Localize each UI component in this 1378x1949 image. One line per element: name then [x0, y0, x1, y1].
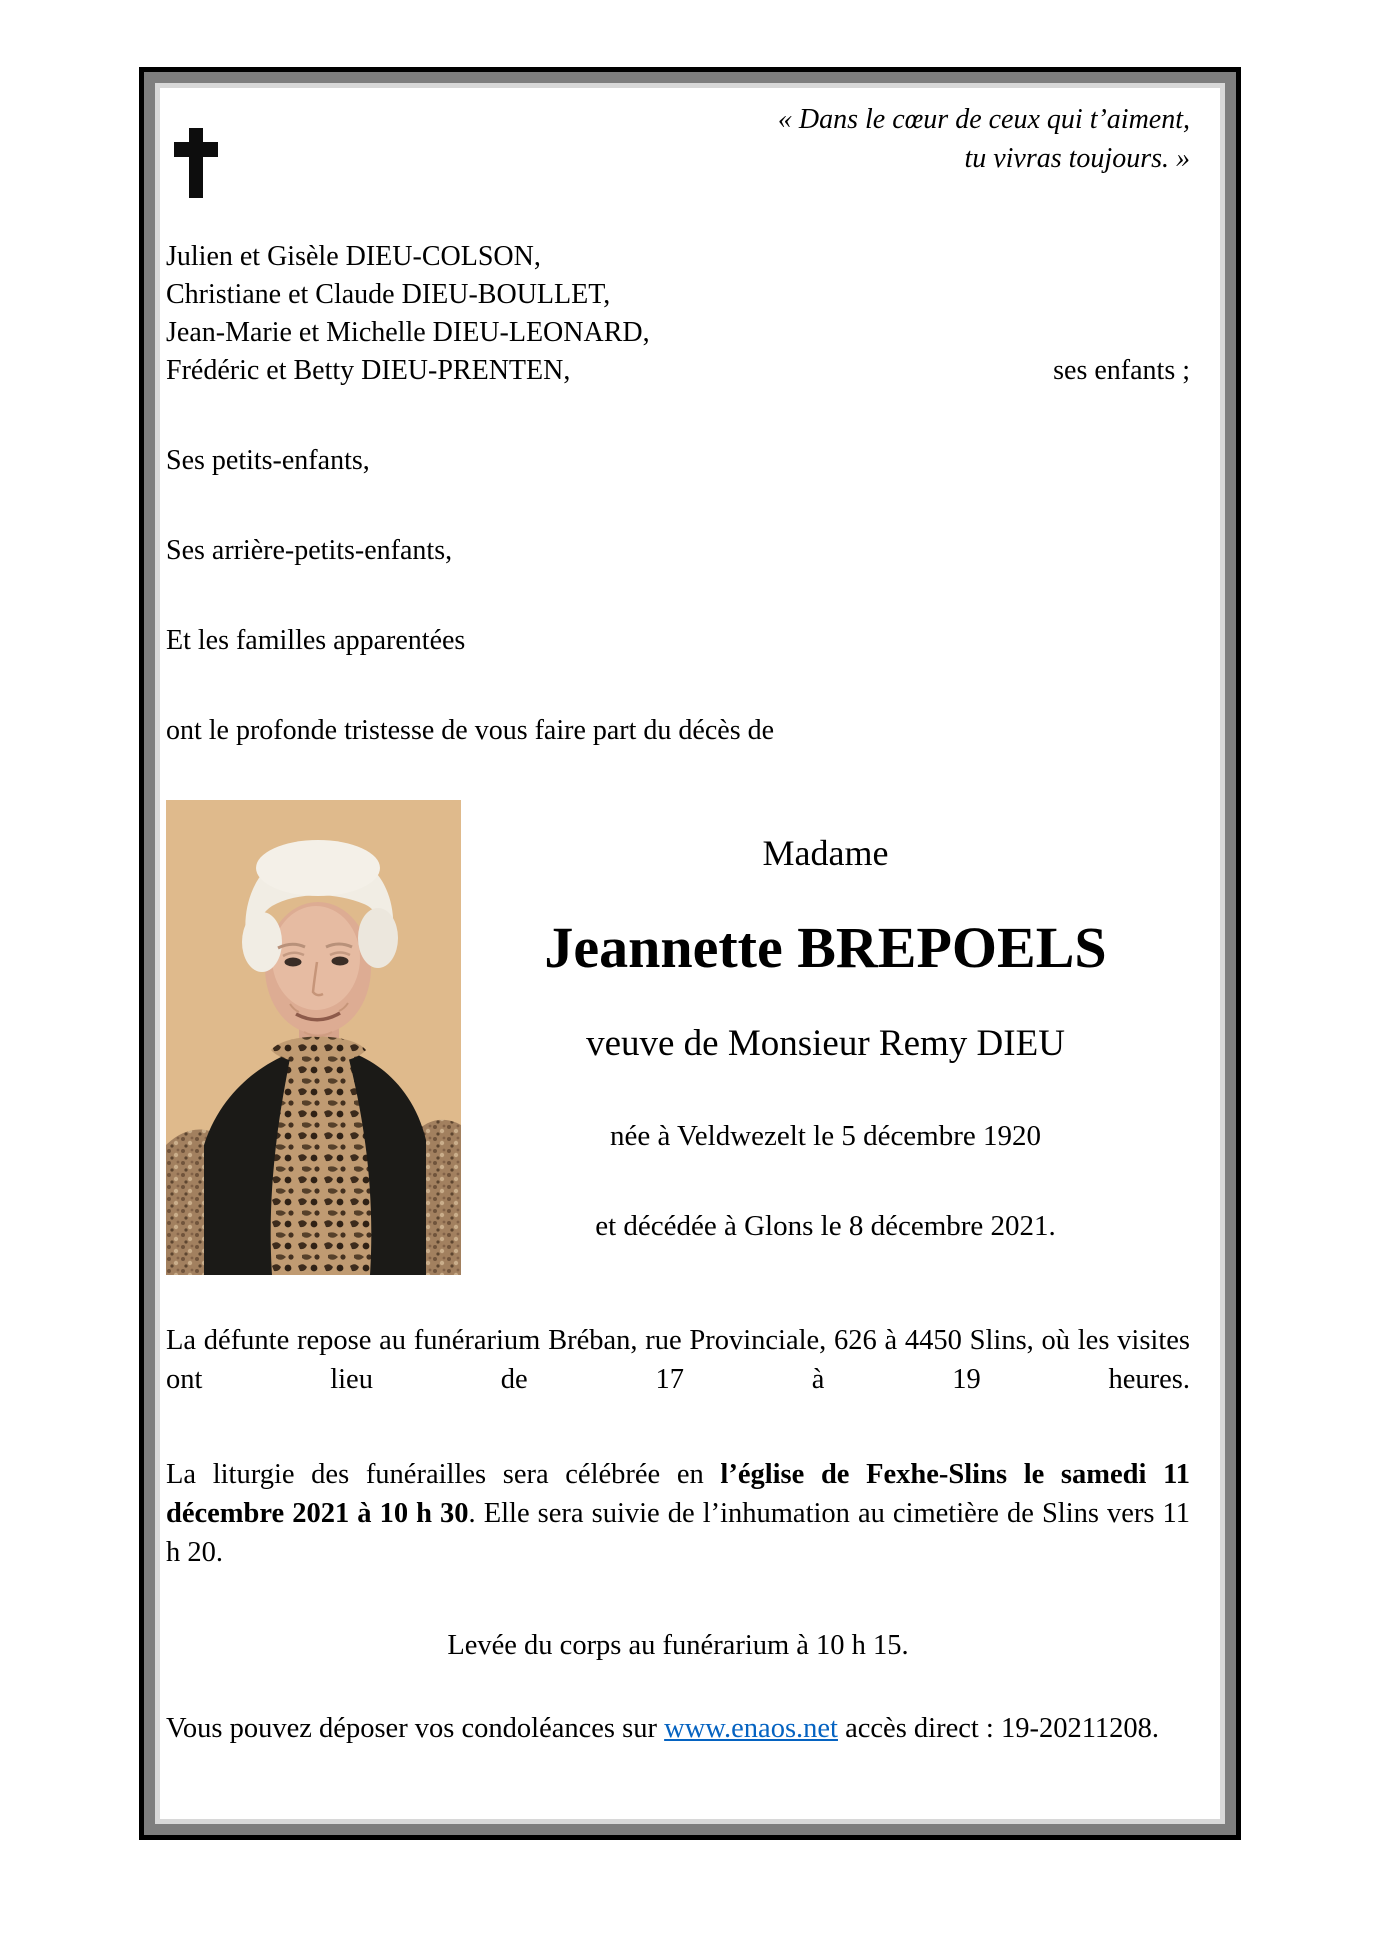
deceased-name: Jeannette BREPOELS	[544, 915, 1107, 980]
cross-vertical-bar	[189, 128, 203, 198]
memorial-quote	[778, 100, 1190, 178]
page-frame-inner-line	[155, 83, 1225, 1824]
memorial-quote-line1: « Dans le cœur de ceux qui t’aiment,	[777, 104, 1190, 135]
notice-header	[166, 98, 1190, 198]
deceased-death-line: et décédée à Glons le 8 décembre 2021.	[595, 1210, 1056, 1242]
condolences-text-end: accès direct : 19-20211208.	[837, 1713, 1160, 1744]
deceased-birth-line: née à Veldwezelt le 5 décembre 1920	[609, 1120, 1042, 1152]
family-name-line: Frédéric et Betty DIEU-PRENTEN,	[166, 355, 571, 386]
levee-line: Levée du corps au funérarium à 10 h 15.	[447, 1630, 909, 1661]
announcement-line: ont le profonde tristesse de vous faire part du décès de	[166, 715, 775, 746]
condolences-paragraph	[166, 1709, 1190, 1748]
deceased-title: Madame	[762, 833, 889, 873]
liturgy-text: La liturgie des funérailles sera célébrée en	[166, 1459, 721, 1490]
family-name-line: Jean-Marie et Michelle DIEU-LEONARD,	[166, 317, 650, 348]
liturgy-text-end: . Elle sera suivie de l’inhumation au cimetière de Slins vers 11 h 20.	[166, 1498, 1190, 1568]
liturgy-paragraph	[166, 1455, 1190, 1572]
deceased-widow-line: veuve de Monsieur Remy DIEU	[586, 1023, 1065, 1064]
deceased-text-column	[461, 800, 1190, 1275]
portrait-photo	[166, 800, 461, 1275]
related-families-line: Et les familles apparentées	[166, 625, 466, 656]
repose-paragraph: La défunte repose au funérarium Bréban, rue Provinciale, 626 à 4450 Slins, où les visites ont lieu de 17 à 19 heures.	[166, 1325, 1190, 1395]
children-label: ses enfants ;	[1053, 355, 1190, 386]
family-names-block	[166, 238, 1190, 390]
enaos-link[interactable]: www.enaos.net	[664, 1713, 838, 1744]
liturgy-bold-text: l’église de Fexhe-Slins le samedi 11 décembre 2021 à 10 h 30	[166, 1459, 1190, 1529]
memorial-quote-line2: tu vivras toujours. »	[964, 143, 1190, 174]
page-frame-gray-band	[144, 72, 1236, 1835]
family-name-line-with-label	[166, 352, 1190, 390]
deceased-section	[166, 800, 1190, 1275]
page-frame	[139, 67, 1241, 1840]
cross-icon	[174, 128, 218, 198]
grandchildren-line: Ses petits-enfants,	[166, 445, 370, 476]
notice-content	[160, 88, 1220, 1819]
family-name-line: Christiane et Claude DIEU-BOULLET,	[166, 279, 611, 310]
great-grandchildren-line: Ses arrière-petits-enfants,	[166, 535, 453, 566]
cross-horizontal-bar	[174, 142, 218, 157]
family-name-line: Julien et Gisèle DIEU-COLSON,	[166, 241, 541, 272]
condolences-text: Vous pouvez déposer vos condoléances sur	[166, 1713, 665, 1744]
